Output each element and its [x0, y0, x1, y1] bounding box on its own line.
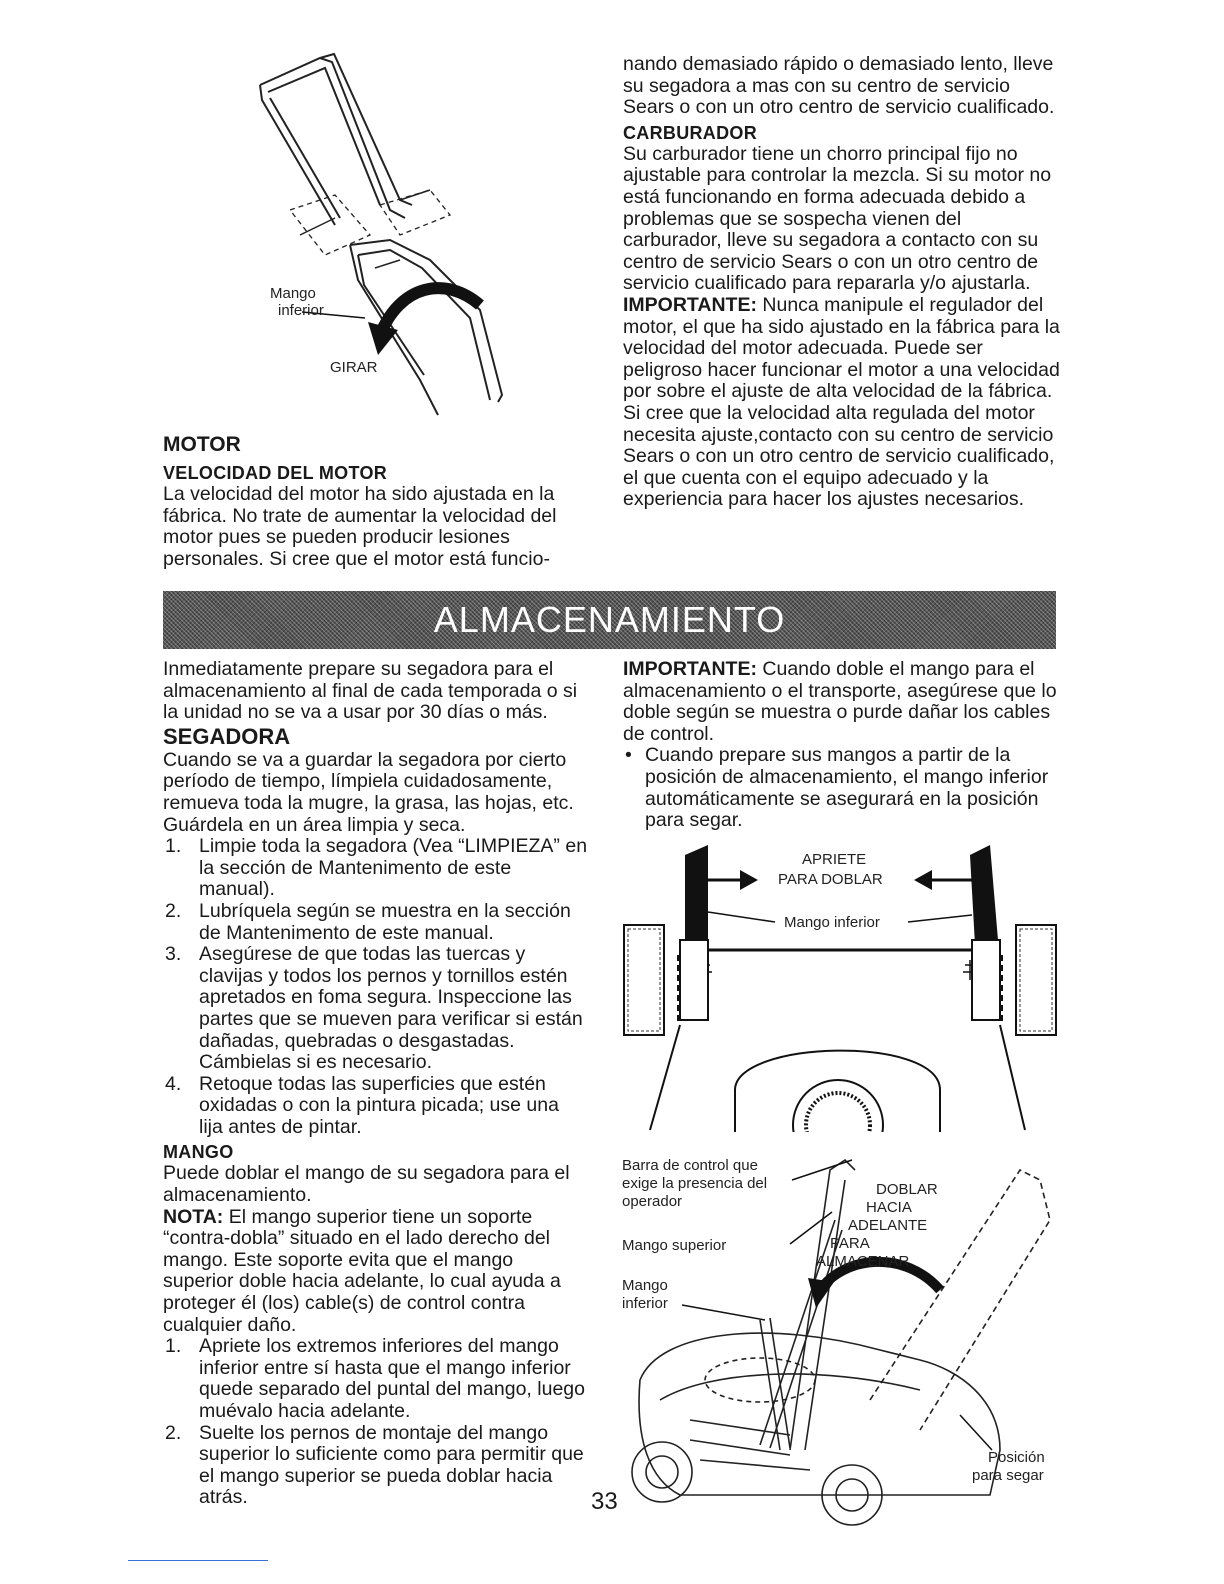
carburador-heading: CARBURADOR — [623, 122, 757, 143]
mower-fold-figure — [620, 1150, 1060, 1530]
almacen-importante — [623, 659, 1063, 745]
list-item: 1. Apriete los extremos inferiores del mango inferior entre sí hasta que el mango inferior quede separado del puntal del mango, luego muévalo hacia adelante. — [165, 1335, 585, 1422]
segadora-text: Cuando se va a guardar la segadora por cierto período de tiempo, límpiela cuidadosamente, remueva toda la mugre, la grasa, las hojas, etc. Guárdela en un área limpia y seca. — [163, 748, 574, 836]
list-item: 2. Lubríquela según se muestra en la sección de Mantenimento de este manual. — [165, 899, 571, 944]
almacen-bullets — [623, 745, 1063, 831]
segadora-heading: SEGADORA — [163, 723, 291, 749]
handle-squeeze-figure — [610, 840, 1060, 1132]
carburador-text: Su carburador tiene un chorro principal fijo no ajustable para controlar la mezcla. Si su motor no está funcionando en forma adecuada debido a problemas que se sospecha vienen del carburador, lleve su segadora a contacto con su centro de servicio Sears o con un otro centro de servicio cualificado para repararla y/o ajustarla. — [623, 142, 1052, 295]
mango-superior-label: Mango superior — [622, 1237, 727, 1254]
mango-inferior-label-2: inferior — [278, 302, 324, 319]
doblar-label-3: ADELANTE — [848, 1217, 928, 1234]
importante-label: IMPORTANTE: — [623, 293, 757, 316]
motor-continued-text: nando demasiado rápido o demasiado lento, lleve su segadora a mas con su centro de servicio Sears o con un otro centro de servicio cualificado. — [623, 53, 1055, 119]
handle-rotate-figure — [240, 40, 530, 445]
doblar-label-5: ALMACENAR — [816, 1253, 910, 1270]
list-item: 4. Retoque todas las superficies que estén oxidadas o con la pintura picada; use una lija antes de pintar. — [165, 1072, 559, 1138]
importante-text-2: Cuando doble el mango para el almacenamiento o el transporte, asegúrese que lo doble según se muestra o purde dañar los cables de control. — [623, 658, 1057, 745]
importante-text: Nunca manipule el regulador del motor, el que ha sido ajustado en la fábrica para la velocidad del motor adecuada. Puede ser peligroso hacer funcionar el motor a una velocidad por sobre el ajuste de alta velocidad de la fábrica. Si cree que la velocidad alta regulada del motor necesita ajuste,contacto con su centro de servicio Sears o con un otro centro de servicio cualificado, el que cuenta con el equipo adecuado y la experiencia para hacer los ajustes necesarios. — [623, 293, 1060, 511]
footer-line — [128, 1560, 268, 1561]
mango-inferior-label: Mango inferior — [784, 914, 880, 931]
page-number: 33 — [591, 1488, 618, 1515]
nota-label: NOTA: — [163, 1205, 224, 1228]
nota-paragraph — [163, 1207, 588, 1337]
velocidad-heading: VELOCIDAD DEL MOTOR — [163, 463, 388, 483]
almacen-intro: Inmediatamente prepare su segadora para el almacenamiento al final de cada temporada o si la unidad no se va a usar por 30 días o más. — [163, 658, 578, 724]
mango-text: Puede doblar el mango de su segadora para el almacenamiento. — [163, 1162, 570, 1207]
girar-label: GIRAR — [330, 359, 378, 376]
almacen-right-column — [623, 659, 1063, 832]
list-item: 1. Limpie toda la segadora (Vea “LIMPIEZA” en la sección de Mantenimento de este manual). — [165, 835, 588, 901]
nota-text: El mango superior tiene un soporte “contra-dobla” situado en el lado derecho del mango. Este soporte evita que el mango superior doble hacia adelante, lo cual ayuda a proteger él (los) cable(s) de control contra cualquier daño. — [163, 1205, 561, 1336]
posicion-label-1: Posición — [988, 1449, 1045, 1466]
list-item: 2. Suelte los pernos de montaje del mango superior lo suficiente como para permitir que el mango superior se pueda doblar hacia atrás. — [165, 1421, 584, 1509]
mango-heading: MANGO — [163, 1142, 234, 1163]
list-item: • Cuando prepare sus mangos a partir de la posición de almacenamiento, el mango inferior automáticamente se asegurará en la posición para segar. — [625, 744, 1049, 832]
apriete-label-1: APRIETE — [802, 851, 867, 868]
carburador-importante — [623, 295, 1063, 511]
mango-steps — [163, 1336, 588, 1509]
almacenamiento-banner — [163, 591, 1056, 649]
doblar-label-2: HACIA — [866, 1199, 912, 1216]
mango-inferior-label-b: inferior — [622, 1295, 668, 1312]
segadora-steps — [163, 836, 588, 1138]
banner-title: ALMACENAMIENTO — [433, 599, 786, 640]
motor-heading: MOTOR — [163, 433, 241, 456]
mango-inferior-label-a: Mango — [622, 1277, 668, 1294]
list-item: 3. Asegúrese de que todas las tuercas y clavijas y todos los pernos y tornillos estén apretados en foma segura. Inspeccione las partes que se mueven para verificar si están dañadas, quebradas o desgastadas. Cámbielas si es necesario. — [165, 943, 583, 1074]
apriete-label-2: PARA DOBLAR — [778, 871, 883, 888]
almacen-left-column — [163, 659, 588, 1509]
importante-label-2: IMPORTANTE: — [623, 658, 757, 680]
motor-section — [163, 433, 583, 570]
posicion-label-2: para segar — [972, 1467, 1044, 1484]
velocidad-text: La velocidad del motor ha sido ajustada en la fábrica. No trate de aumentar la velocidad del motor pues se pueden producir lesiones personales. Si cree que el motor está funcio- — [163, 483, 557, 570]
mango-inferior-label-1: Mango — [270, 285, 316, 302]
barra-label-3: operador — [622, 1193, 683, 1210]
doblar-label-1: DOBLAR — [876, 1181, 938, 1198]
carburador-section — [623, 54, 1063, 511]
doblar-label-4: PARA — [830, 1235, 870, 1252]
barra-label-1: Barra de control que — [622, 1157, 758, 1174]
barra-label-2: exige la presencia del — [622, 1175, 768, 1192]
